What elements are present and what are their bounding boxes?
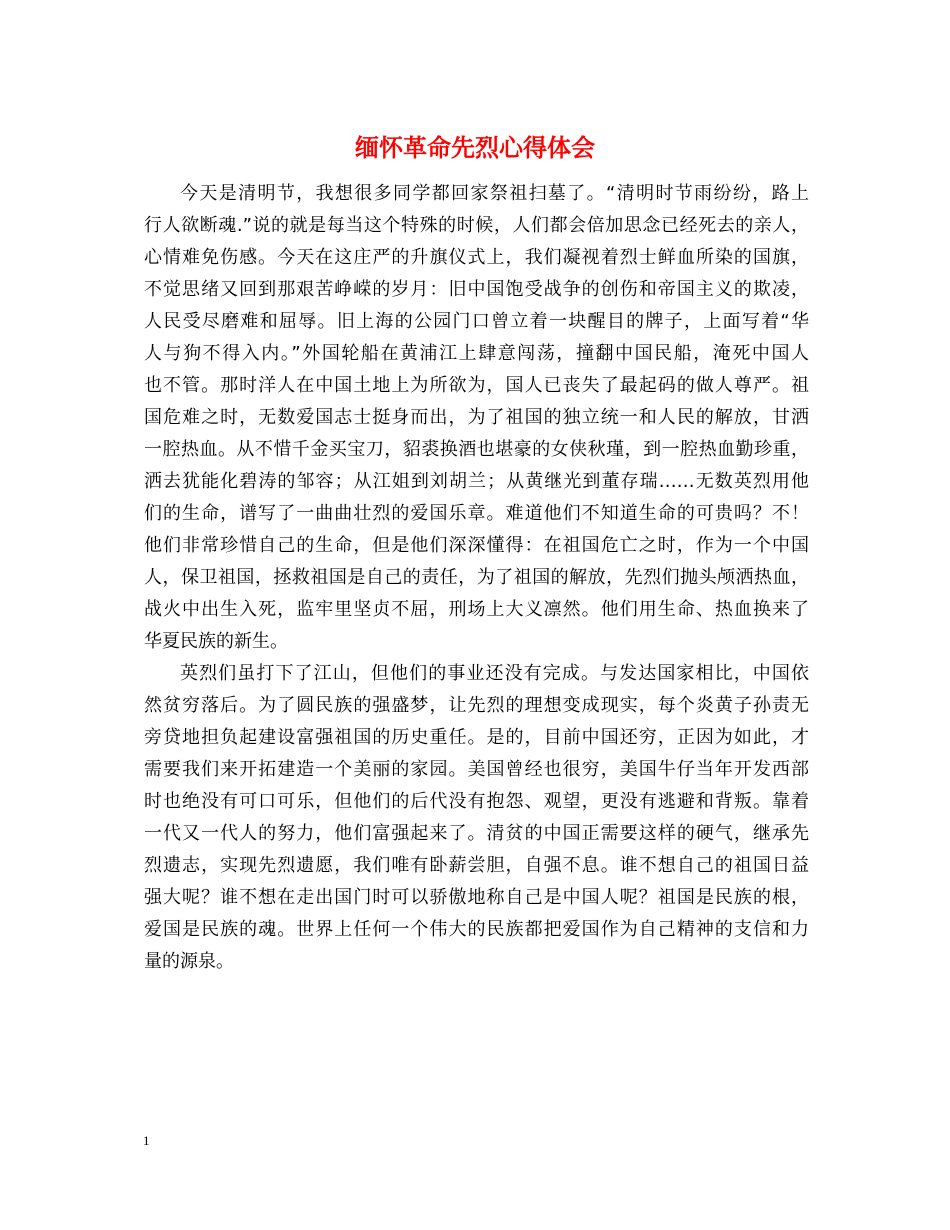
document-title: 缅怀革命先烈心得体会 (355, 133, 595, 162)
paragraph-line: 旁贷地担负起建设富强祖国的历史重任。是的，目前中国还穷，正因为如此，才 (144, 727, 809, 748)
paragraph-line: 人民受尽磨难和屈辱。旧上海的公园门口曾立着一块醒目的牌子，上面写着“华 (144, 311, 809, 332)
paragraph-2 (144, 658, 809, 978)
paragraph-line: 人，保卫祖国，拯救祖国是自己的责任，为了祖国的解放，先烈们抛头颅洒热血， (144, 567, 809, 588)
paragraph-line: 一腔热血。从不惜千金买宝刀，貂裘换酒也堪豪的女侠秋瑾，到一腔热血勤珍重， (144, 439, 809, 460)
paragraph-line: 烈遗志，实现先烈遗愿，我们唯有卧薪尝胆，自强不息。谁不想自己的祖国日益 (144, 855, 809, 876)
paragraph-line: 战火中出生入死，监牢里坚贞不屈，刑场上大义凛然。他们用生命、热血换来了 (144, 599, 809, 620)
paragraph-line: 一代又一代人的努力，他们富强起来了。清贫的中国正需要这样的硬气，继承先 (144, 823, 809, 844)
paragraph-line: 需要我们来开拓建造一个美丽的家园。美国曾经也很穷，美国牛仔当年开发西部 (144, 759, 809, 780)
paragraph-line: 不觉思绪又回到那艰苦峥嵘的岁月：旧中国饱受战争的创伤和帝国主义的欺凌， (144, 279, 809, 300)
paragraph-line: 他们非常珍惜自己的生命，但是他们深深懂得：在祖国危亡之时，作为一个中国 (144, 535, 809, 556)
page-number: 1 (143, 1133, 150, 1148)
paragraph-line: 心情难免伤感。今天在这庄严的升旗仪式上，我们凝视着烈士鲜血所染的国旗， (144, 247, 809, 268)
paragraph-line: 今天是清明节，我想很多同学都回家祭祖扫墓了。“清明时节雨纷纷，路上 (180, 183, 809, 204)
paragraph-line: 时也绝没有可口可乐，但他们的后代没有抱怨、观望，更没有逃避和背叛。靠着 (144, 791, 809, 812)
paragraph-line: 英烈们虽打下了江山，但他们的事业还没有完成。与发达国家相比，中国依 (180, 663, 809, 684)
paragraph-line: 洒去犹能化碧涛的邹容；从江姐到刘胡兰；从黄继光到董存瑞……无数英烈用他 (144, 471, 809, 492)
paragraph-line: 爱国是民族的魂。世界上任何一个伟大的民族都把爱国作为自己精神的支信和力 (144, 919, 809, 940)
paragraph-line: 们的生命，谱写了一曲曲壮烈的爱国乐章。难道他们不知道生命的可贵吗？不！ (144, 503, 809, 524)
paragraph-line: 强大呢？谁不想在走出国门时可以骄傲地称自己是中国人呢？祖国是民族的根， (144, 887, 809, 908)
document-body (144, 178, 809, 978)
paragraph-line: 人与狗不得入内。”外国轮船在黄浦江上肆意闯荡，撞翻中国民船，淹死中国人 (144, 343, 809, 364)
paragraph-line: 华夏民族的新生。 (144, 631, 288, 652)
paragraph-line: 国危难之时，无数爱国志士挺身而出，为了祖国的独立统一和人民的解放，甘洒 (144, 407, 809, 428)
paragraph-line: 行人欲断魂.”说的就是每当这个特殊的时候，人们都会倍加思念已经死去的亲人， (144, 215, 809, 236)
paragraph-line: 也不管。那时洋人在中国土地上为所欲为，国人已丧失了最起码的做人尊严。祖 (144, 375, 809, 396)
paragraph-line: 然贫穷落后。为了圆民族的强盛梦，让先烈的理想变成现实，每个炎黄子孙责无 (144, 695, 809, 716)
paragraph-1 (144, 178, 809, 658)
paragraph-line: 量的源泉。 (144, 951, 234, 972)
